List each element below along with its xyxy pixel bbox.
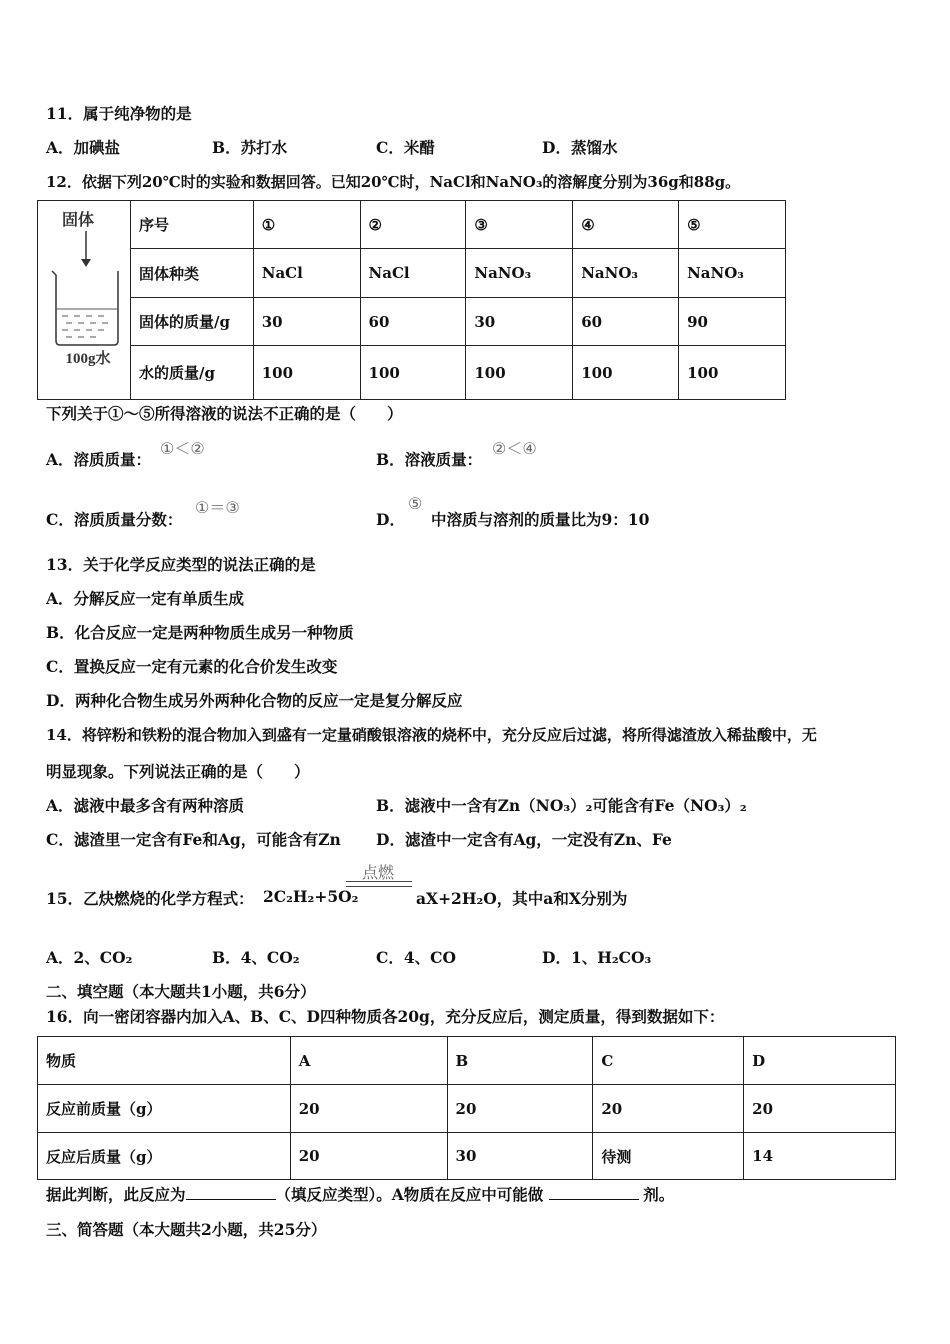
q12-cell: 100 bbox=[466, 346, 573, 400]
water-label: 100g水 bbox=[65, 351, 111, 367]
q13-option-a: A．分解反应一定有单质生成 bbox=[46, 589, 245, 608]
q15-condition: 点燃 bbox=[362, 863, 395, 882]
q12-cell: 60 bbox=[573, 297, 679, 345]
q13-stem: 13．关于化学反应类型的说法正确的是 bbox=[46, 555, 316, 574]
q16-cell: 20 bbox=[447, 1085, 593, 1133]
q16-tail-part3: 剂。 bbox=[643, 1185, 675, 1204]
q12-option-b-label: B．溶液质量： bbox=[376, 450, 483, 469]
q12-header-cell: ② bbox=[360, 201, 466, 249]
q12-cell: 90 bbox=[679, 297, 786, 345]
q11-option-b: B．苏打水 bbox=[212, 138, 288, 157]
q12-option-c-label: C．溶质质量分数： bbox=[46, 510, 183, 529]
q16-cell: 14 bbox=[744, 1133, 896, 1180]
beaker-figure bbox=[38, 201, 131, 400]
q16-cell: 20 bbox=[744, 1085, 896, 1133]
q16-cell: 反应前质量（g） bbox=[38, 1085, 291, 1133]
q12-cell: 水的质量/g bbox=[131, 346, 254, 400]
q11-option-d: D．蒸馏水 bbox=[542, 138, 618, 157]
q12-stem: 12．依据下列20℃时的实验和数据回答。已知20℃时，NaCl和NaNO₃的溶解度分别为36g和88g。 bbox=[46, 173, 741, 191]
q14-option-a: A．滤液中最多含有两种溶质 bbox=[46, 796, 245, 815]
q16-cell: 反应后质量（g） bbox=[38, 1133, 291, 1180]
q12-option-a-expr: ①＜② bbox=[160, 439, 205, 458]
q12-option-d-text: 中溶质与溶剂的质量比为9：10 bbox=[431, 510, 650, 529]
q12-option-d-label: D． bbox=[376, 510, 405, 529]
q12-cell: 100 bbox=[679, 346, 786, 400]
q11-option-c: C．米醋 bbox=[376, 138, 435, 157]
q13-option-b: B．化合反应一定是两种物质生成另一种物质 bbox=[46, 623, 354, 642]
q15-option-a: A．2、CO₂ bbox=[46, 948, 133, 967]
q12-cell: NaNO₃ bbox=[573, 249, 679, 297]
q14-option-d: D．滤渣中一定含有Ag，一定没有Zn、Fe bbox=[376, 830, 672, 849]
q12-cell: 100 bbox=[573, 346, 679, 400]
q12-option-c-expr: ①＝③ bbox=[195, 498, 240, 517]
q12-cell: 30 bbox=[253, 297, 360, 345]
q12-cell: 100 bbox=[360, 346, 466, 400]
solid-label: 固体 bbox=[61, 212, 95, 229]
q12-question: 下列关于①～⑤所得溶液的说法不正确的是（ ） bbox=[46, 404, 403, 423]
q14-option-c: C．滤渣里一定含有Fe和Ag，可能含有Zn bbox=[46, 830, 341, 849]
q12-cell: 固体种类 bbox=[131, 249, 254, 297]
q15-option-d: D．1、H₂CO₃ bbox=[542, 948, 652, 967]
q16-tail-part1: 据此判断，此反应为 bbox=[46, 1185, 186, 1204]
q15-products: aX+2H₂O，其中a和X分别为 bbox=[416, 889, 628, 908]
q12-header-cell: 序号 bbox=[131, 201, 254, 249]
q12-header-cell: ④ bbox=[573, 201, 679, 249]
q12-table bbox=[37, 200, 786, 400]
q12-cell: NaCl bbox=[253, 249, 360, 297]
answer-blank-agent[interactable] bbox=[549, 1185, 639, 1200]
q12-cell: 100 bbox=[253, 346, 360, 400]
q12-cell: 30 bbox=[466, 297, 573, 345]
q12-cell: 60 bbox=[360, 297, 466, 345]
q14-option-b: B．滤液中一含有Zn（NO₃）₂可能含有Fe（NO₃）₂ bbox=[376, 796, 747, 815]
q16-header-cell: 物质 bbox=[38, 1037, 291, 1085]
q16-cell: 20 bbox=[290, 1133, 447, 1180]
q11-stem: 11．属于纯净物的是 bbox=[46, 104, 192, 123]
answer-blank-reaction-type[interactable] bbox=[186, 1185, 276, 1200]
q12-cell: NaNO₃ bbox=[466, 249, 573, 297]
q16-cell: 20 bbox=[593, 1085, 744, 1133]
q15-reactants: 2C₂H₂+5O₂ bbox=[263, 887, 359, 906]
q13-option-c: C．置换反应一定有元素的化合价发生改变 bbox=[46, 657, 338, 676]
q16-cell: 待测 bbox=[593, 1133, 744, 1180]
q13-option-d: D．两种化合物生成另外两种化合物的反应一定是复分解反应 bbox=[46, 691, 463, 710]
q12-cell: NaNO₃ bbox=[679, 249, 786, 297]
section-3-heading: 三、简答题（本大题共2小题，共25分） bbox=[46, 1220, 327, 1239]
q16-header-cell: C bbox=[593, 1037, 744, 1085]
q16-table bbox=[37, 1036, 896, 1180]
q12-cell: NaCl bbox=[360, 249, 466, 297]
q16-header-cell: D bbox=[744, 1037, 896, 1085]
q14-stem-line2: 明显现象。下列说法正确的是（ ） bbox=[46, 762, 310, 781]
q12-cell: 固体的质量/g bbox=[131, 297, 254, 345]
q12-option-b-expr: ②＜④ bbox=[492, 439, 537, 458]
q12-header-cell: ⑤ bbox=[679, 201, 786, 249]
q12-header-cell: ③ bbox=[466, 201, 573, 249]
q15-stem-prefix: 15．乙炔燃烧的化学方程式： bbox=[46, 889, 254, 908]
q16-stem: 16．向一密闭容器内加入A、B、C、D四种物质各20g，充分反应后，测定质量，得到数据如下： bbox=[46, 1007, 725, 1026]
q16-header-cell: A bbox=[290, 1037, 447, 1085]
q15-option-b: B．4、CO₂ bbox=[212, 948, 300, 967]
beaker-illustration bbox=[38, 201, 130, 395]
q14-stem-line1: 14．将锌粉和铁粉的混合物加入到盛有一定量硝酸银溶液的烧杯中，充分反应后过滤，将所得滤渣放入稀盐酸中，无 bbox=[46, 726, 817, 744]
q12-option-d-mark: ⑤ bbox=[408, 494, 423, 513]
q16-answer-line bbox=[46, 1183, 674, 1205]
q16-cell: 30 bbox=[447, 1133, 593, 1180]
reaction-equals-sign bbox=[346, 881, 412, 887]
q16-tail-part2: （填反应类型）。A物质在反应中可能做 bbox=[275, 1185, 544, 1204]
q12-header-cell: ① bbox=[253, 201, 360, 249]
q11-option-a: A．加碘盐 bbox=[46, 138, 121, 157]
q12-option-a-label: A．溶质质量： bbox=[46, 450, 152, 469]
q16-header-cell: B bbox=[447, 1037, 593, 1085]
q16-cell: 20 bbox=[290, 1085, 447, 1133]
q15-option-c: C．4、CO bbox=[376, 948, 456, 967]
section-2-heading: 二、填空题（本大题共1小题，共6分） bbox=[46, 982, 316, 1001]
